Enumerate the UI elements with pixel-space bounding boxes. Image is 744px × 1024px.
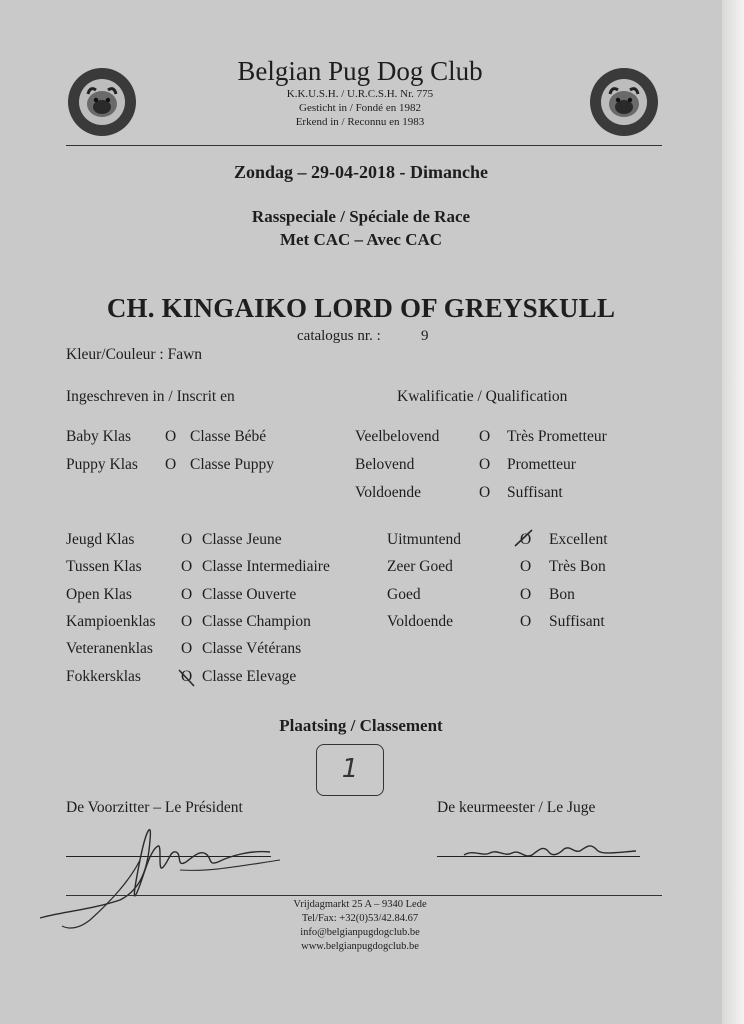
class-breeder-checkbox[interactable]: O <box>181 668 193 685</box>
qual-sufficient-young-checkbox[interactable]: O <box>479 484 491 501</box>
class-breeder-fr: Classe Elevage <box>202 668 297 685</box>
class-veteran-fr: Classe Vétérans <box>202 640 302 657</box>
placement-box <box>316 744 384 796</box>
footer-divider <box>66 895 662 896</box>
dog-color: Kleur/Couleur : Fawn <box>66 346 203 363</box>
class-puppy-nl: Puppy Klas <box>66 456 138 473</box>
qual-sufficient-checkbox[interactable]: O <box>520 613 532 630</box>
placement-value: 1 <box>341 754 359 784</box>
qual-very-good-checkbox[interactable]: O <box>520 558 532 575</box>
club-logo-left <box>66 66 138 138</box>
qual-very-good-fr: Très Bon <box>549 558 606 575</box>
catalog-number: 9 <box>421 328 429 344</box>
class-open-fr: Classe Ouverte <box>202 586 297 603</box>
qual-good-nl: Goed <box>387 586 421 603</box>
qual-very-good-nl: Zeer Goed <box>387 558 453 575</box>
qual-excellent-nl: Uitmuntend <box>387 531 462 548</box>
dog-name: CH. KINGAIKO LORD OF GREYSKULL <box>106 293 616 323</box>
class-baby-fr: Classe Bébé <box>190 428 267 445</box>
class-veteran-nl: Veteranenklas <box>66 640 153 657</box>
club-recognized: Erkend in / Reconnu en 1983 <box>295 116 425 128</box>
judge-signature-icon <box>460 835 640 871</box>
club-logo-right <box>588 66 660 138</box>
class-youth-checkbox[interactable]: O <box>181 531 193 548</box>
class-intermediate-nl: Tussen Klas <box>66 558 142 575</box>
qual-very-promising-checkbox[interactable]: O <box>479 428 491 445</box>
qual-excellent-fr: Excellent <box>549 531 608 548</box>
footer-address: Vrijdagmarkt 25 A – 9340 Lede <box>293 899 427 910</box>
class-youth-nl: Jeugd Klas <box>66 531 135 548</box>
pug-seal-icon <box>588 66 660 138</box>
class-puppy-checkbox[interactable]: O <box>165 456 177 473</box>
qual-sufficient-young-fr: Suffisant <box>507 484 563 501</box>
class-baby-checkbox[interactable]: O <box>165 428 177 445</box>
judge-label: De keurmeester / Le Juge <box>437 799 596 816</box>
class-champion-checkbox[interactable]: O <box>181 613 193 630</box>
class-veteran-checkbox[interactable]: O <box>181 640 193 657</box>
class-champion-nl: Kampioenklas <box>66 613 156 630</box>
qual-promising-nl: Belovend <box>355 456 415 473</box>
club-registration: K.K.U.S.H. / U.R.C.S.H. Nr. 775 <box>286 88 434 100</box>
class-breeder-nl: Fokkersklas <box>66 668 141 685</box>
qual-promising-fr: Prometteur <box>507 456 576 473</box>
event-date: Zondag – 29-04-2018 - Dimanche <box>233 162 488 182</box>
qual-sufficient-young-nl: Voldoende <box>355 484 422 501</box>
scan-margin <box>722 0 744 1024</box>
qual-promising-checkbox[interactable]: O <box>479 456 491 473</box>
footer-email[interactable]: info@belgianpugdogclub.be <box>300 927 420 938</box>
qual-very-promising-fr: Très Prometteur <box>507 428 607 445</box>
catalog-label: catalogus nr. : <box>297 328 381 344</box>
president-label: De Voorzitter – Le Président <box>66 799 243 816</box>
class-youth-fr: Classe Jeune <box>202 531 282 548</box>
class-open-nl: Open Klas <box>66 586 132 603</box>
qual-very-promising-nl: Veelbelovend <box>355 428 440 445</box>
class-puppy-fr: Classe Puppy <box>190 456 274 473</box>
club-founded: Gesticht in / Fondé en 1982 <box>299 102 421 114</box>
show-type: Rasspeciale / Spéciale de Race <box>251 207 471 226</box>
checkmark-breeder-icon <box>176 666 200 690</box>
class-champion-fr: Classe Champion <box>202 613 311 630</box>
cac-line: Met CAC – Avec CAC <box>279 230 443 249</box>
class-baby-nl: Baby Klas <box>66 428 132 445</box>
qual-good-fr: Bon <box>549 586 575 603</box>
class-intermediate-checkbox[interactable]: O <box>181 558 193 575</box>
pug-seal-icon <box>66 66 138 138</box>
classes-heading: Ingeschreven in / Inscrit en <box>66 388 235 405</box>
class-open-checkbox[interactable]: O <box>181 586 193 603</box>
qual-good-checkbox[interactable]: O <box>520 586 532 603</box>
qualification-heading: Kwalificatie / Qualification <box>397 388 568 405</box>
club-name: Belgian Pug Dog Club <box>237 56 483 86</box>
qual-sufficient-fr: Suffisant <box>549 613 605 630</box>
footer-website[interactable]: www.belgianpugdogclub.be <box>301 941 419 952</box>
header-divider <box>66 145 662 146</box>
placement-heading: Plaatsing / Classement <box>279 716 443 735</box>
footer-phone: Tel/Fax: +32(0)53/42.84.67 <box>301 913 419 924</box>
qual-sufficient-nl: Voldoende <box>387 613 454 630</box>
class-intermediate-fr: Classe Intermediaire <box>202 558 330 575</box>
qual-excellent-checkbox[interactable]: O <box>520 531 532 548</box>
checkmark-excellent-icon <box>512 528 536 552</box>
